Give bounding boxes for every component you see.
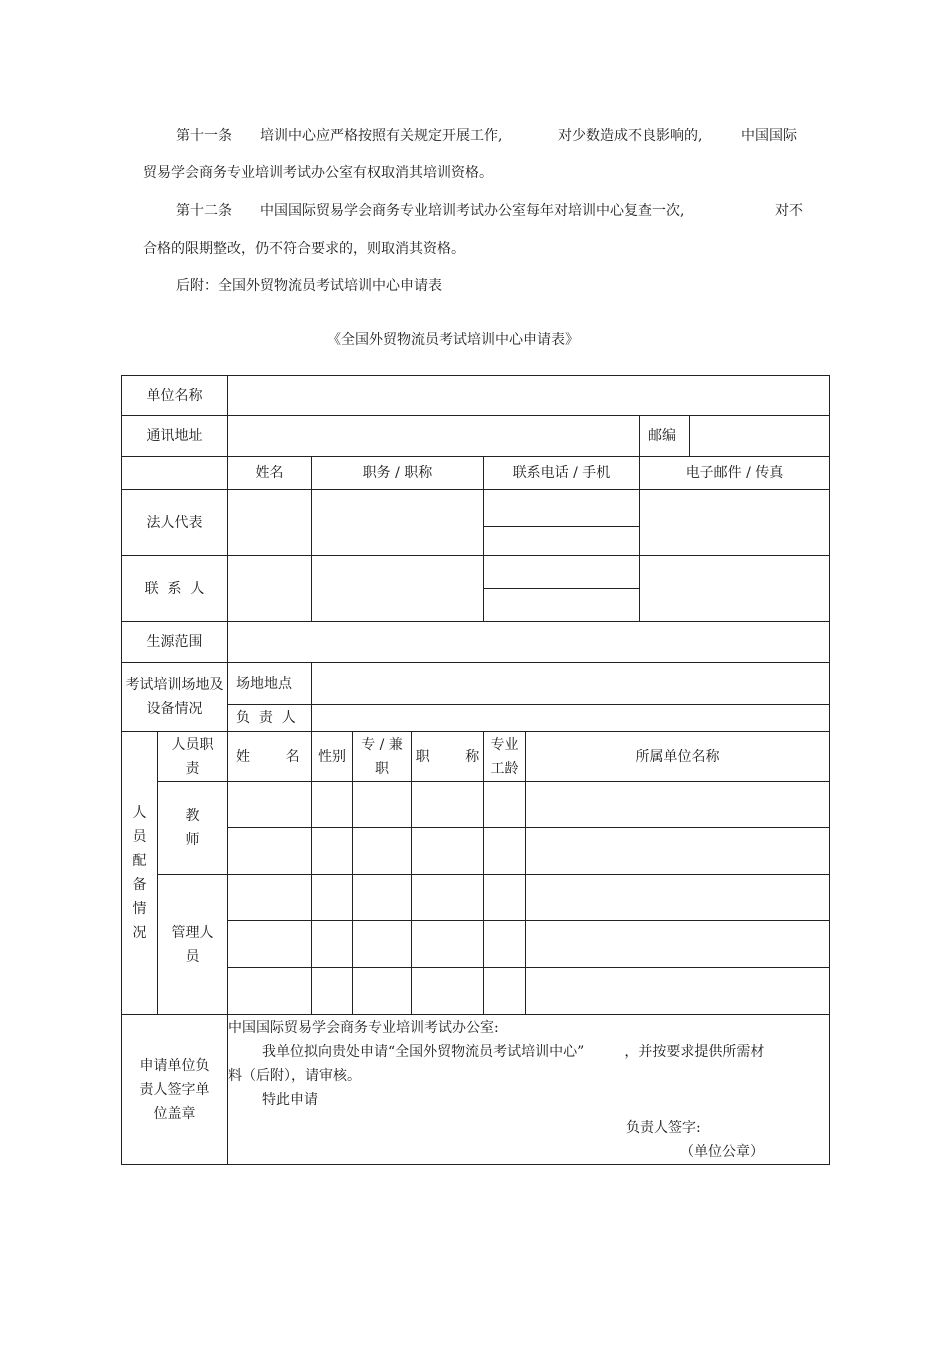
postcode-field[interactable] (690, 416, 830, 457)
apply-body-1b: ，并按要求提供所需材 (624, 1044, 765, 1060)
contact-position-field[interactable] (312, 556, 484, 622)
apply-body-1: 我单位拟向贵处申请“全国外贸物流员考试培训中心” (262, 1044, 585, 1060)
venue-location-label: 场地地点 (228, 663, 312, 705)
article-11-line-2: 贸易学会商务专业培训考试办公室有权取消其培训资格。 (143, 165, 493, 181)
table-cell[interactable] (412, 875, 484, 921)
table-cell[interactable] (526, 782, 830, 828)
venue-label: 考试培训场地及设备情况 (122, 663, 228, 732)
unit-name-label: 单位名称 (122, 376, 228, 416)
contact-name-field[interactable] (228, 556, 312, 622)
table-cell[interactable] (228, 828, 312, 875)
table-cell[interactable] (312, 782, 353, 828)
appendix-note: 后附：全国外贸物流员考试培训中心申请表 (176, 278, 442, 294)
apply-seal: （单位公章） (680, 1144, 764, 1160)
table-cell[interactable] (484, 828, 526, 875)
table-cell[interactable] (526, 828, 830, 875)
apply-addressee: 中国国际贸易学会商务专业培训考试办公室: (228, 1020, 499, 1036)
postcode-label: 邮编 (640, 416, 690, 457)
article-12-label: 第十二条 (176, 203, 232, 219)
staff-label: 人员配备情况 (122, 732, 158, 1015)
legal-rep-position-field[interactable] (312, 490, 484, 556)
venue-person-label: 负 责 人 (228, 705, 312, 732)
application-form (121, 375, 830, 1165)
legal-rep-label: 法人代表 (122, 490, 228, 556)
table-cell[interactable] (228, 875, 312, 921)
header-position: 职务 / 职称 (312, 457, 484, 490)
table-cell[interactable] (228, 921, 312, 968)
table-cell[interactable] (526, 921, 830, 968)
table-cell[interactable] (484, 875, 526, 921)
article-11-text-3: 中国国际 (741, 128, 797, 144)
apply-body-2: 料（后附），请审核。 (228, 1068, 361, 1084)
form-title: 《全国外贸物流员考试培训中心申请表》 (327, 332, 579, 348)
staff-title-header: 职 称 (412, 732, 484, 782)
table-cell[interactable] (412, 921, 484, 968)
venue-location-field[interactable] (312, 663, 830, 705)
header-phone: 联系电话 / 手机 (484, 457, 640, 490)
table-cell[interactable] (312, 828, 353, 875)
staff-name-header: 姓 名 (228, 732, 312, 782)
table-cell[interactable] (484, 968, 526, 1015)
header-name: 姓名 (228, 457, 312, 490)
table-cell[interactable] (353, 782, 412, 828)
unit-name-field[interactable] (228, 376, 830, 416)
table-cell[interactable] (353, 828, 412, 875)
table-cell[interactable] (353, 875, 412, 921)
staff-years-header: 专业工龄 (484, 732, 526, 782)
legal-rep-phone-field[interactable] (484, 490, 640, 527)
table-cell[interactable] (412, 782, 484, 828)
staff-fulltime-header: 专 / 兼职 (353, 732, 412, 782)
legal-rep-email-field[interactable] (640, 490, 830, 556)
teacher-label: 教师 (158, 782, 228, 875)
article-11-text-1: 培训中心应严格按照有关规定开展工作, (260, 128, 503, 144)
staff-gender-header: 性别 (312, 732, 353, 782)
article-11-text-2: 对少数造成不良影响的, (558, 128, 703, 144)
legal-rep-mobile-field[interactable] (484, 527, 640, 556)
venue-person-field[interactable] (312, 705, 830, 732)
header-email: 电子邮件 / 传真 (640, 457, 830, 490)
staff-unit-header: 所属单位名称 (526, 732, 830, 782)
contact-phone-field[interactable] (484, 556, 640, 589)
article-12-line-2: 合格的限期整改，仍不符合要求的，则取消其资格。 (143, 241, 465, 257)
apply-closing: 特此申请 (262, 1092, 318, 1108)
table-cell[interactable] (353, 968, 412, 1015)
apply-label: 申请单位负责人签字单位盖章 (122, 1015, 228, 1165)
article-11-label: 第十一条 (176, 128, 232, 144)
table-cell[interactable] (526, 875, 830, 921)
contact-mobile-field[interactable] (484, 589, 640, 622)
table-cell[interactable] (412, 828, 484, 875)
contact-label: 联 系 人 (122, 556, 228, 622)
legal-rep-name-field[interactable] (228, 490, 312, 556)
table-cell[interactable] (228, 782, 312, 828)
address-field[interactable] (228, 416, 640, 457)
table-cell[interactable] (484, 782, 526, 828)
table-cell[interactable] (228, 968, 312, 1015)
staff-role-header: 人员职责 (158, 732, 228, 782)
source-label: 生源范围 (122, 622, 228, 663)
source-field[interactable] (228, 622, 830, 663)
header-blank (122, 457, 228, 490)
apply-signature: 负责人签字: (626, 1120, 701, 1136)
apply-declaration[interactable] (228, 1015, 830, 1165)
article-12-text-2: 对不 (775, 203, 803, 219)
table-cell[interactable] (312, 921, 353, 968)
table-cell[interactable] (353, 921, 412, 968)
address-label: 通讯地址 (122, 416, 228, 457)
table-cell[interactable] (526, 968, 830, 1015)
table-cell[interactable] (412, 968, 484, 1015)
table-cell[interactable] (312, 875, 353, 921)
table-cell[interactable] (484, 921, 526, 968)
manager-label: 管理人员 (158, 875, 228, 1015)
article-12-text-1: 中国国际贸易学会商务专业培训考试办公室每年对培训中心复查一次, (260, 203, 685, 219)
table-cell[interactable] (312, 968, 353, 1015)
contact-email-field[interactable] (640, 556, 830, 622)
